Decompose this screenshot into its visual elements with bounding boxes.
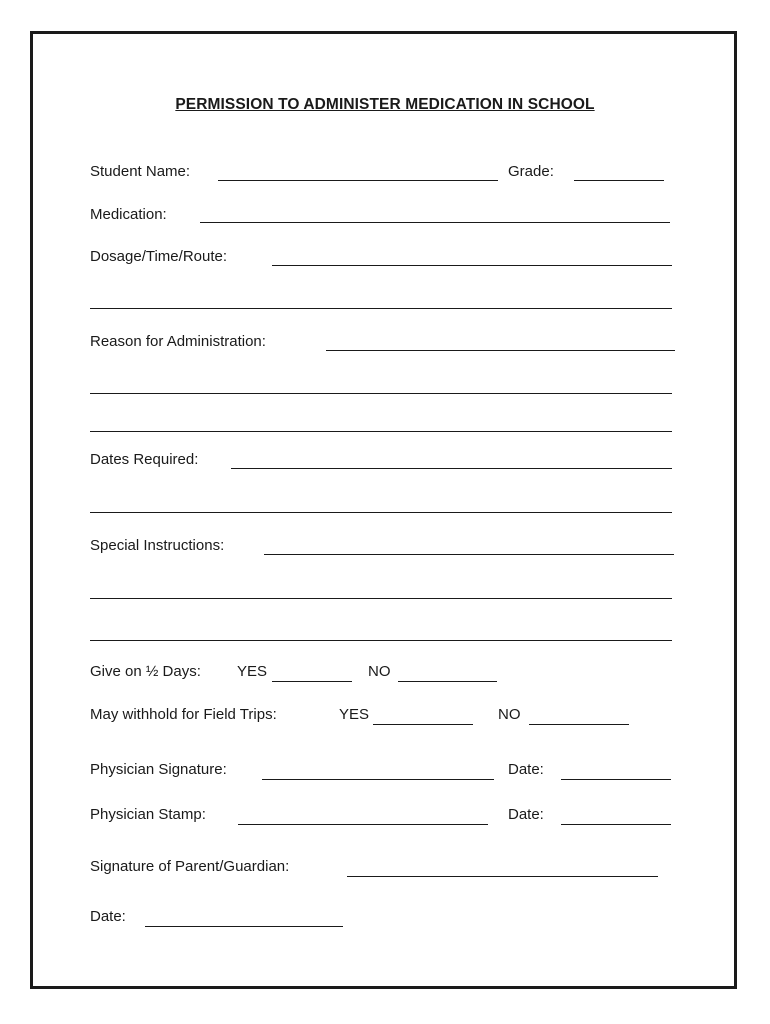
physician-stamp-date-field[interactable] <box>561 824 671 825</box>
physician-signature-field[interactable] <box>262 779 494 780</box>
special-instructions-line-3[interactable] <box>90 640 672 641</box>
physician-signature-label: Physician Signature: <box>90 761 227 778</box>
half-days-no-label: NO <box>368 663 391 680</box>
half-days-yes-field[interactable] <box>272 681 352 682</box>
special-instructions-field[interactable] <box>264 554 674 555</box>
reason-field-line-2[interactable] <box>90 393 672 394</box>
physician-stamp-field[interactable] <box>238 824 488 825</box>
grade-field[interactable] <box>574 180 664 181</box>
reason-field-line-3[interactable] <box>90 431 672 432</box>
field-trips-yes-field[interactable] <box>373 724 473 725</box>
reason-label: Reason for Administration: <box>90 333 266 350</box>
parent-signature-field[interactable] <box>347 876 658 877</box>
dosage-field[interactable] <box>272 265 672 266</box>
half-days-label: Give on ½ Days: <box>90 663 201 680</box>
dates-required-field-continued[interactable] <box>90 512 672 513</box>
parent-signature-label: Signature of Parent/Guardian: <box>90 858 290 875</box>
field-trips-label: May withhold for Field Trips: <box>90 706 277 723</box>
student-name-label: Student Name: <box>90 163 191 180</box>
student-name-field[interactable] <box>218 180 498 181</box>
medication-label: Medication: <box>90 206 167 223</box>
physician-stamp-date-label: Date: <box>508 806 544 823</box>
physician-stamp-label: Physician Stamp: <box>90 806 206 823</box>
final-date-field[interactable] <box>145 926 343 927</box>
dosage-label: Dosage/Time/Route: <box>90 248 228 265</box>
half-days-no-field[interactable] <box>398 681 497 682</box>
dosage-field-continued[interactable] <box>90 308 672 309</box>
grade-label: Grade: <box>508 163 554 180</box>
physician-signature-date-label: Date: <box>508 761 544 778</box>
field-trips-no-label: NO <box>498 706 521 723</box>
final-date-label: Date: <box>90 908 126 925</box>
special-instructions-line-2[interactable] <box>90 598 672 599</box>
physician-signature-date-field[interactable] <box>561 779 671 780</box>
reason-field[interactable] <box>326 350 675 351</box>
half-days-yes-label: YES <box>237 663 268 680</box>
field-trips-yes-label: YES <box>339 706 370 723</box>
form-title: PERMISSION TO ADMINISTER MEDICATION IN SCHOOL <box>175 96 595 113</box>
field-trips-no-field[interactable] <box>529 724 629 725</box>
medication-field[interactable] <box>200 222 670 223</box>
special-instructions-label: Special Instructions: <box>90 537 225 554</box>
dates-required-label: Dates Required: <box>90 451 199 468</box>
dates-required-field[interactable] <box>231 468 672 469</box>
